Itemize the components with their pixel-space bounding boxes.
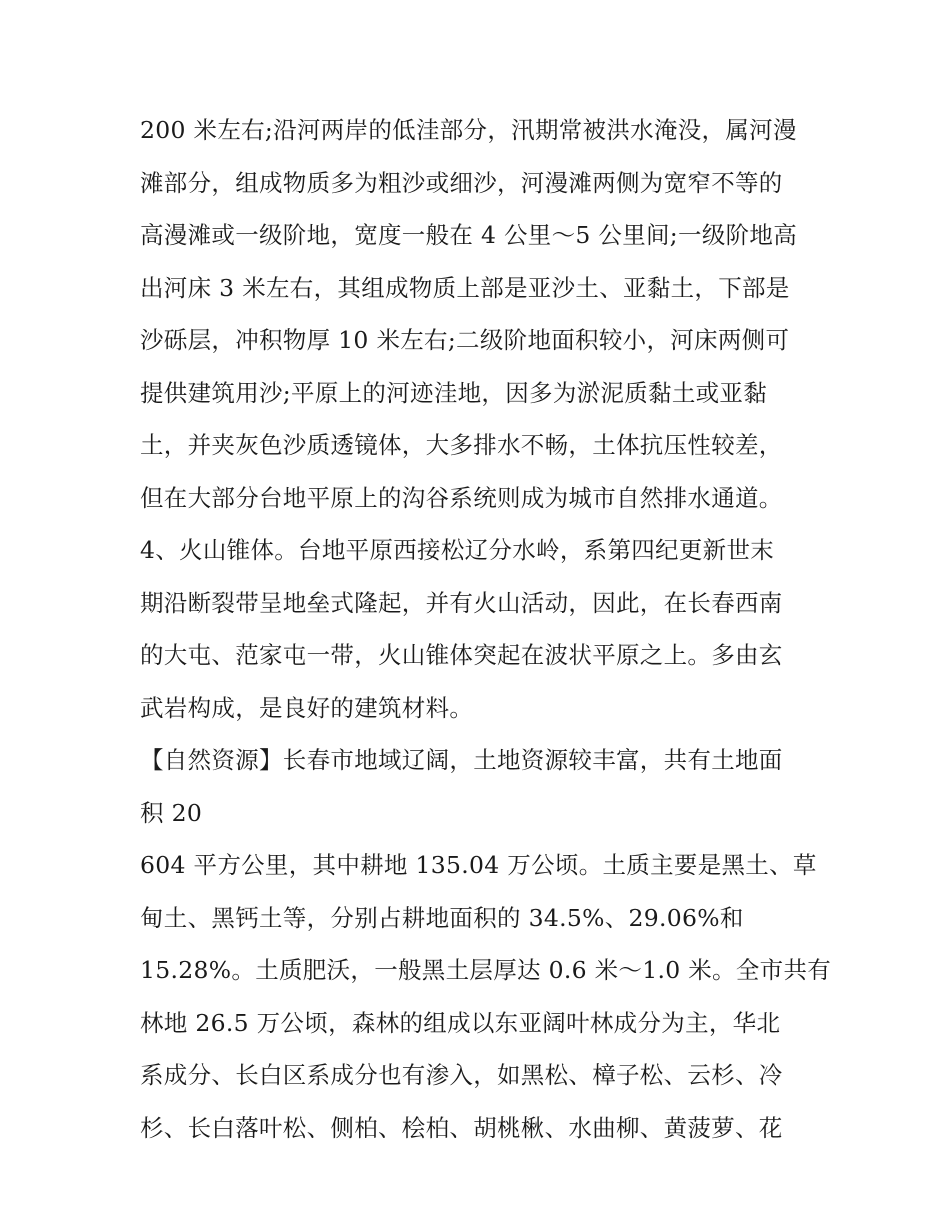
text-line: 提供建筑用沙;平原上的河迹洼地，因多为淤泥质黏土或亚黏 [140,378,768,407]
text-line: 高漫滩或一级阶地，宽度一般在 4 公里～5 公里间;一级阶地高 [140,221,798,249]
text-line: 出河床 3 米左右，其组成物质上部是亚沙土、亚黏土，下部是 [140,273,790,302]
text-line: 武岩构成，是良好的建筑材料。 [140,693,474,722]
text-line: 系成分、长白区系成分也有渗入，如黑松、樟子松、云杉、冷 [140,1061,783,1089]
text-line: 15.28%。土质肥沃，一般黑土层厚达 0.6 米～1.0 米。全市共有 [140,956,832,984]
text-line: 的大屯、范家屯一带，火山锥体突起在波状平原之上。多由玄 [140,641,783,669]
text-line: 但在大部分台地平原上的沟谷系统则成为城市自然排水通道。 [140,483,783,512]
text-line: 604 平方公里，其中耕地 135.04 万公顷。土质主要是黑土、草 [140,851,817,879]
text-line: 沙砾层，冲积物厚 10 米左右;二级阶地面积较小，河床两侧可 [140,326,790,354]
text-line: 土，并夹灰色沙质透镜体，大多排水不畅，土体抗压性较差， [140,431,783,459]
text-line: 甸土、黑钙土等，分别占耕地面积的 34.5%、29.06%和 [140,903,744,932]
text-line: 200 米左右;沿河两岸的低洼部分，汛期常被洪水淹没，属河漫 [140,116,797,144]
text-line: 【自然资源】长春市地域辽阔，土地资源较丰富，共有土地面 [140,746,783,774]
text-line: 期沿断裂带呈地垒式隆起，并有火山活动，因此，在长春西南 [140,588,783,617]
text-line: 积 20 [140,798,203,827]
text-line: 4、火山锥体。台地平原西接松辽分水岭，系第四纪更新世末 [140,536,775,564]
body-text [140,104,832,1154]
text-line: 杉、长白落叶松、侧柏、桧柏、胡桃楸、水曲柳、黄菠萝、花 [140,1113,783,1142]
text-line: 林地 26.5 万公顷，森林的组成以东亚阔叶林成分为主，华北 [140,1008,781,1037]
text-line: 滩部分，组成物质多为粗沙或细沙，河漫滩两侧为宽窄不等的 [140,168,783,197]
